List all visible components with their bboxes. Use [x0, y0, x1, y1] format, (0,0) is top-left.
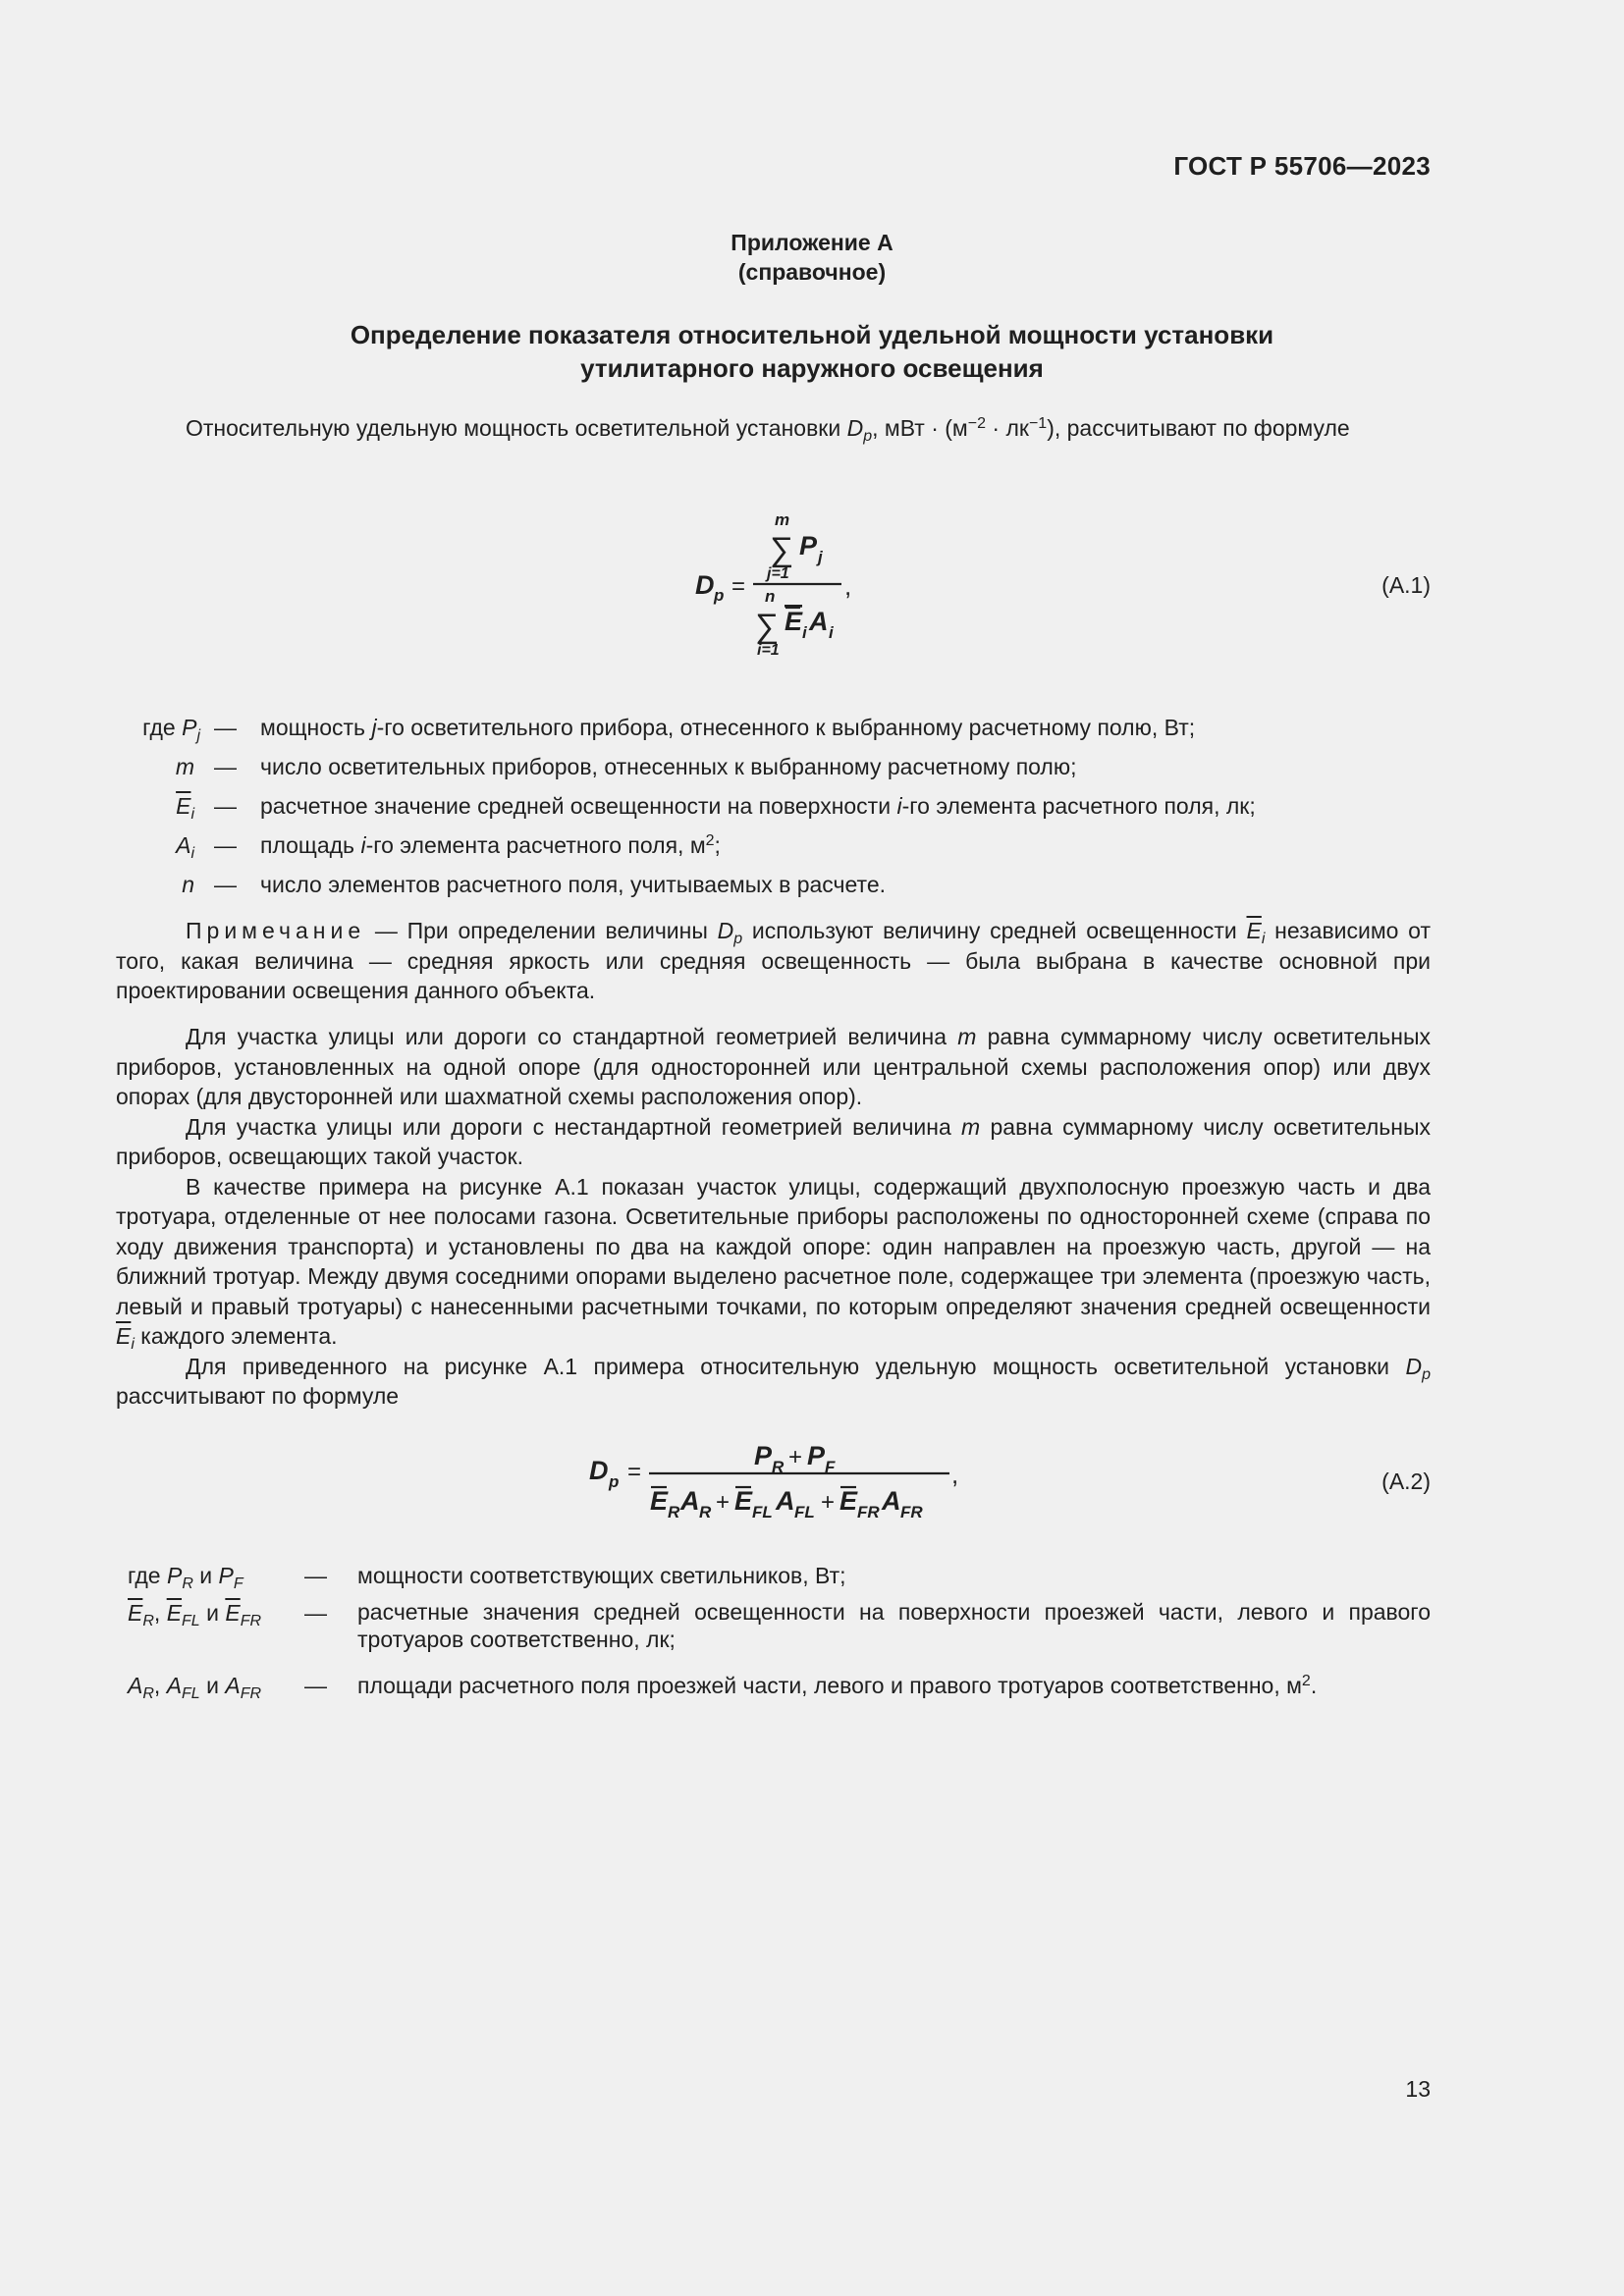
where-list-2: [116, 1561, 1431, 1708]
formula-a1-den-top: n: [765, 587, 776, 606]
formula-a2-num-p2-sub: F: [825, 1458, 836, 1476]
formula-a2-den-a2-sub: FL: [794, 1503, 815, 1522]
formula-a1: [687, 506, 864, 667]
formula-a2-num-plus: +: [788, 1444, 803, 1470]
body-paragraphs: [116, 1022, 1431, 1412]
where-1-item-3-symbol: $\overline{E}_i$: [176, 793, 194, 823]
where-1-item-2-text: число осветительных приборов, отнесенных к выбранному расчетному полю;: [260, 754, 1077, 779]
where-list-1: [116, 713, 1431, 909]
formula-a2: [584, 1438, 977, 1541]
where-1-item-4-dash: —: [214, 832, 237, 858]
formula-a2-den-e2-sub: FL: [752, 1503, 773, 1522]
formula-a1-num-sigma: ∑: [770, 531, 794, 568]
where-1-item-2-symbol: m: [175, 754, 194, 779]
formula-a2-den-a3-sub: FR: [900, 1503, 923, 1522]
note-paragraph: Примечание — При определении величины $D_p$ используют величину средней освещенности $\overline{E}_i$ независимо от того, какая величина — средняя яркость или средняя освещенность — была выбрана в качестве основной при проектировании освещения данного объекта.: [116, 918, 1432, 1003]
annex-title: [0, 318, 1624, 385]
formula-a2-den-a2: A: [776, 1486, 795, 1516]
formula-a1-den-e: E: [785, 607, 803, 636]
formula-a1-den-a: A: [809, 607, 829, 636]
where-1-item-5-text: число элементов расчетного поля, учитываемых в расчете.: [260, 872, 887, 897]
annex-title-line-1: Определение показателя относительной удельной мощности установки: [350, 320, 1274, 349]
where-2-item-2-symbol: $\overline{E}_R$, $\overline{E}_{FL}$ и $\overline{E}_{FR}$: [128, 1600, 262, 1629]
where-1-item-4-symbol: $A_i$: [176, 832, 194, 862]
formula-a2-den-e1: E: [650, 1486, 669, 1516]
formula-a1-eq: =: [731, 573, 746, 600]
where-2-item-1-text: мощности соответствующих светильников, Вт;: [357, 1563, 846, 1588]
formula-a2-den-e2: E: [734, 1486, 753, 1516]
formula-a1-den-a-sub: i: [829, 623, 834, 642]
formula-a2-lhs-sub: p: [609, 1472, 620, 1491]
formula-a2-den-a1-sub: R: [699, 1503, 712, 1522]
where-1-item-1-dash: —: [214, 715, 237, 740]
formula-a2-eq: =: [627, 1459, 642, 1485]
formula-a1-graphic: [687, 506, 864, 663]
formula-a1-den-e-sub: i: [802, 623, 807, 642]
formula-a1-comma: ,: [844, 571, 852, 601]
formula-a1-den-sigma: ∑: [755, 608, 780, 645]
note-label: Примечание: [186, 918, 366, 943]
where-1-item-4-text: площадь i-го элемента расчетного поля, $м^2$;: [260, 832, 721, 858]
formula-a2-lhs: D: [589, 1456, 609, 1485]
where-1-item-3-text: расчетное значение средней освещенности на поверхности i-го элемента расчетного поля, лк;: [260, 793, 1256, 819]
where-2-item-3-symbol: $A_R$, $A_{FL}$ и $A_{FR}$: [128, 1673, 262, 1702]
paragraph-formula-intro: Для приведенного на рисунке А.1 примера относительную удельную мощность осветительной установки $D_p$ рассчитывают по формуле: [116, 1353, 1431, 1409]
formula-a2-den-e3: E: [839, 1486, 858, 1516]
where-1-item-1-text: мощность j-го осветительного прибора, отнесенного к выбранному расчетному полю, Вт;: [260, 715, 1196, 740]
formula-a1-num-bottom: j=1: [767, 565, 789, 582]
intro-paragraph: Относительную удельную мощность осветительной установки $D_p$, мВт · $(м^{-2} \cdot лк^{-1})$, рассчитывают по формуле: [186, 415, 1350, 445]
paragraph-example: В качестве примера на рисунке А.1 показан участок улицы, содержащий двухполосную проезжую часть и два тротуара, отделенные от нее полосами газона. Осветительные приборы расположены по односторонней схеме (справа по ходу движения транспорта) и установлены по два на каждой опоре: один направлен на проезжую часть, другой — на ближний тротуар. Между двумя соседними опорами выделено расчетное поле, содержащее три элемента (проезжую часть, левый и правый тротуары) с нанесенными расчетными точками, по которым определяют значения средней освещенности $\overline{E}_i$ каждого элемента.: [116, 1173, 1431, 1353]
formula-a2-comma: ,: [951, 1460, 959, 1489]
formula-a2-den-a1: A: [680, 1486, 700, 1516]
formula-a1-lhs: D: [695, 570, 715, 600]
paragraph-nonstandard-geometry: Для участка улицы или дороги с нестандартной геометрией величина m равна суммарному числу осветительных приборов, освещающих такой участок.: [116, 1113, 1431, 1169]
formula-a1-number: (А.1): [1381, 572, 1431, 598]
standard-designation: ГОСТ Р 55706—2023: [1173, 151, 1431, 181]
paragraph-standard-geometry: Для участка улицы или дороги со стандартной геометрией величина m равна суммарному числу осветительных приборов, установленных на одной опоре (для односторонней или центральной схемы расположения опор) или двух опорах (для двусторонней или шахматной схемы расположения опор).: [116, 1024, 1431, 1109]
formula-a2-den-plus-2: +: [821, 1489, 836, 1516]
formula-a2-den-plus-1: +: [716, 1489, 731, 1516]
formula-a2-den-a3: A: [882, 1486, 901, 1516]
where-2-item-1-symbol: где $P_R$ и $P_F$: [128, 1563, 244, 1592]
formula-a2-number: (А.2): [1381, 1468, 1431, 1494]
where-2-item-1-dash: —: [304, 1563, 327, 1588]
where-1-item-2-dash: —: [214, 754, 237, 779]
formula-a1-num-top: m: [775, 510, 790, 529]
formula-a2-den-e1-sub: R: [668, 1503, 680, 1522]
page-number: 13: [1405, 2076, 1431, 2102]
formula-a1-num-var-sub: j: [818, 548, 823, 566]
where-1-item-5-symbol: n: [182, 872, 194, 897]
annex-title-line-2: утилитарного наружного освещения: [580, 353, 1044, 383]
formula-a1-lhs-sub: p: [714, 586, 725, 605]
annex-kind: (справочное): [737, 259, 887, 285]
formula-a2-den-e3-sub: FR: [857, 1503, 880, 1522]
where-2-item-2-text: расчетные значения средней освещенности на поверхности проезжей части, левого и правого тротуаров соответственно, лк;: [357, 1599, 1431, 1652]
formula-a1-den-bottom: i=1: [757, 642, 780, 659]
formula-a2-graphic: [584, 1438, 977, 1536]
where-1-item-1-symbol: где $P_j$: [142, 715, 200, 744]
where-2-item-2-dash: —: [304, 1600, 327, 1626]
where-2-item-3-text: площади расчетного поля проезжей части, левого и правого тротуаров соответственно, $м^2$.: [357, 1673, 1318, 1698]
formula-a2-num-p2: P: [807, 1441, 826, 1470]
where-2-item-3-dash: —: [304, 1673, 327, 1698]
formula-a1-num-var: P: [799, 531, 818, 561]
annex-label: Приложение А: [731, 230, 893, 255]
where-1-item-3-dash: —: [214, 793, 237, 819]
where-1-item-5-dash: —: [214, 872, 237, 897]
annex-heading: [0, 228, 1624, 287]
formula-a2-num-p1: P: [754, 1441, 773, 1470]
formula-a2-num-p1-sub: R: [772, 1458, 785, 1476]
